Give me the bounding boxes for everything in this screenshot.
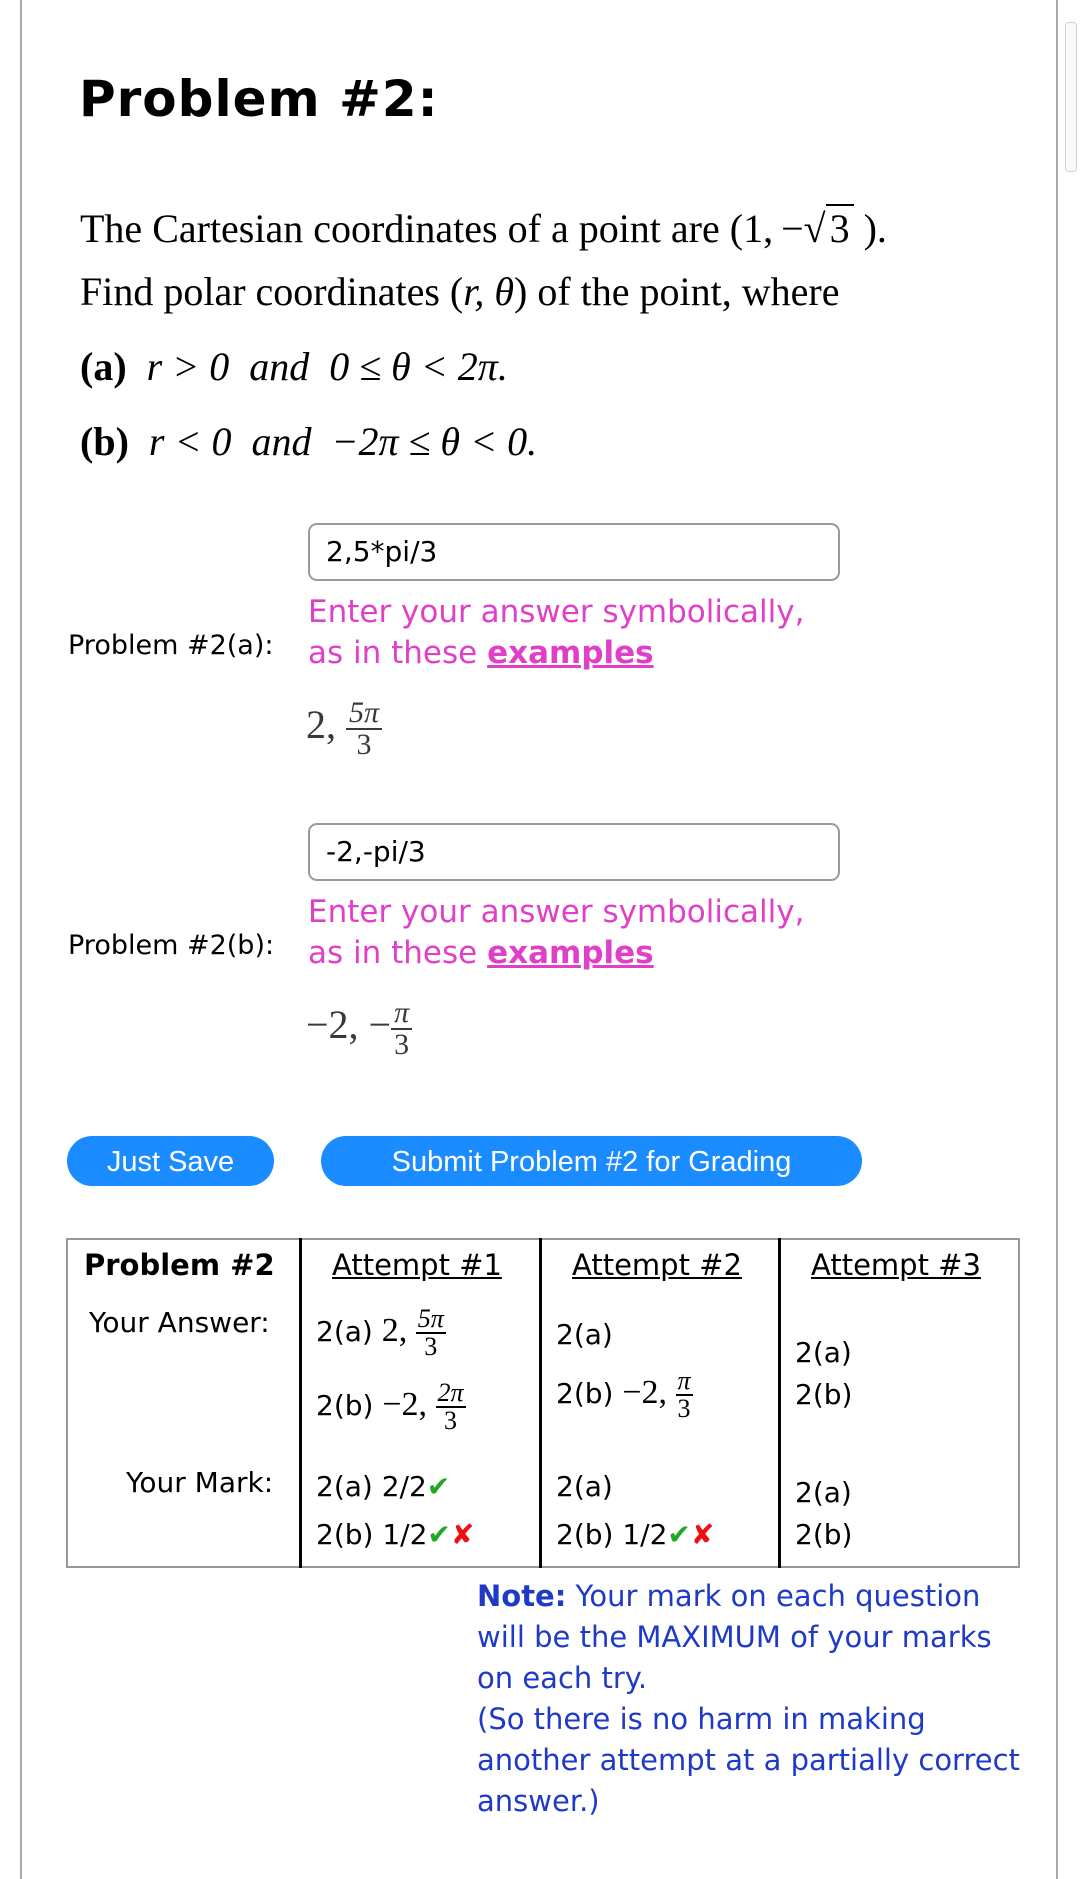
- statement-part-b: (b) r < 0 and −2π ≤ θ < 0.: [80, 419, 538, 464]
- hint-2b: Enter your answer symbolically, as in these examples: [308, 894, 805, 971]
- statement-line-1: The Cartesian coordinates of a point are (1, −√ 3 ).: [80, 206, 887, 251]
- attempt3-mark-b: 2(b): [795, 1518, 853, 1551]
- your-answer-label: Your Answer:: [89, 1306, 270, 1339]
- check-icon: ✔: [667, 1518, 691, 1551]
- table-divider: [539, 1238, 542, 1568]
- examples-link-2b[interactable]: examples: [487, 935, 654, 971]
- problem-label-2b: Problem #2(b):: [68, 930, 275, 961]
- check-icon: ✔: [427, 1518, 451, 1551]
- attempt3-mark-a: 2(a): [795, 1476, 852, 1509]
- your-mark-label: Your Mark:: [126, 1466, 274, 1499]
- cross-icon: ✘: [450, 1518, 475, 1551]
- answer-input-2a[interactable]: 2,5*pi/3: [308, 523, 840, 581]
- cross-icon: ✘: [690, 1518, 715, 1551]
- attempt1-mark-b: 2(b) 1/2✔✘: [316, 1518, 475, 1551]
- attempts-table: [66, 1238, 1020, 1568]
- hint-2a: Enter your answer symbolically, as in these examples: [308, 594, 805, 671]
- attempt-2-link[interactable]: Attempt #2: [572, 1248, 742, 1282]
- page-right-border: [1056, 0, 1058, 1879]
- statement-part-a: (a) r > 0 and 0 ≤ θ < 2π.: [80, 344, 508, 389]
- answer-input-2b[interactable]: -2,-pi/3: [308, 823, 840, 881]
- attempt3-answer-b: 2(b): [795, 1378, 853, 1411]
- statement-text: The Cartesian coordinates of a point are (1, −: [80, 206, 804, 251]
- preview-2a: 2, $\frac{5\pi}{3}$: [306, 698, 382, 760]
- attempt2-mark-a: 2(a): [556, 1470, 613, 1503]
- attempt2-mark-b: 2(b) 1/2✔✘: [556, 1518, 715, 1551]
- attempt-3-link[interactable]: Attempt #3: [811, 1248, 981, 1282]
- problem-title: Problem #2:: [79, 70, 439, 128]
- attempt1-answer-a: 2(a) 2, $\frac{5\pi}{3}$: [316, 1304, 444, 1361]
- attempt1-mark-a: 2(a) 2/2✔: [316, 1470, 451, 1503]
- table-header-problem: Problem #2: [84, 1248, 275, 1282]
- page-left-border: [20, 0, 22, 1879]
- attempt-1-link[interactable]: Attempt #1: [332, 1248, 502, 1282]
- preview-2b: −2, − $\frac{\pi}{3}$: [306, 998, 412, 1060]
- problem-label-2a: Problem #2(a):: [68, 630, 274, 661]
- examples-link-2a[interactable]: examples: [487, 635, 654, 671]
- table-divider: [778, 1238, 781, 1568]
- just-save-button[interactable]: Just Save: [67, 1136, 274, 1186]
- attempt1-answer-b: 2(b) −2, $\frac{2\pi}{3}$: [316, 1378, 464, 1435]
- grading-note: Note: Your mark on each question will be the MAXIMUM of your marks on each try. (So there is no harm in making another attempt at a partially correct answer.): [477, 1579, 1020, 1818]
- submit-button[interactable]: Submit Problem #2 for Grading: [321, 1136, 862, 1186]
- statement-line-2: Find polar coordinates (r, θ) of the point, where: [80, 269, 840, 314]
- scrollbar-thumb[interactable]: [1065, 22, 1077, 172]
- table-divider: [299, 1238, 302, 1568]
- attempt3-answer-a: 2(a): [795, 1336, 852, 1369]
- check-icon: ✔: [426, 1470, 451, 1503]
- sqrt-symbol: √ 3: [804, 205, 854, 252]
- attempt2-answer-b: 2(b) −2, $\frac{\pi}{3}$: [556, 1366, 691, 1423]
- attempt2-answer-a: 2(a): [556, 1318, 613, 1351]
